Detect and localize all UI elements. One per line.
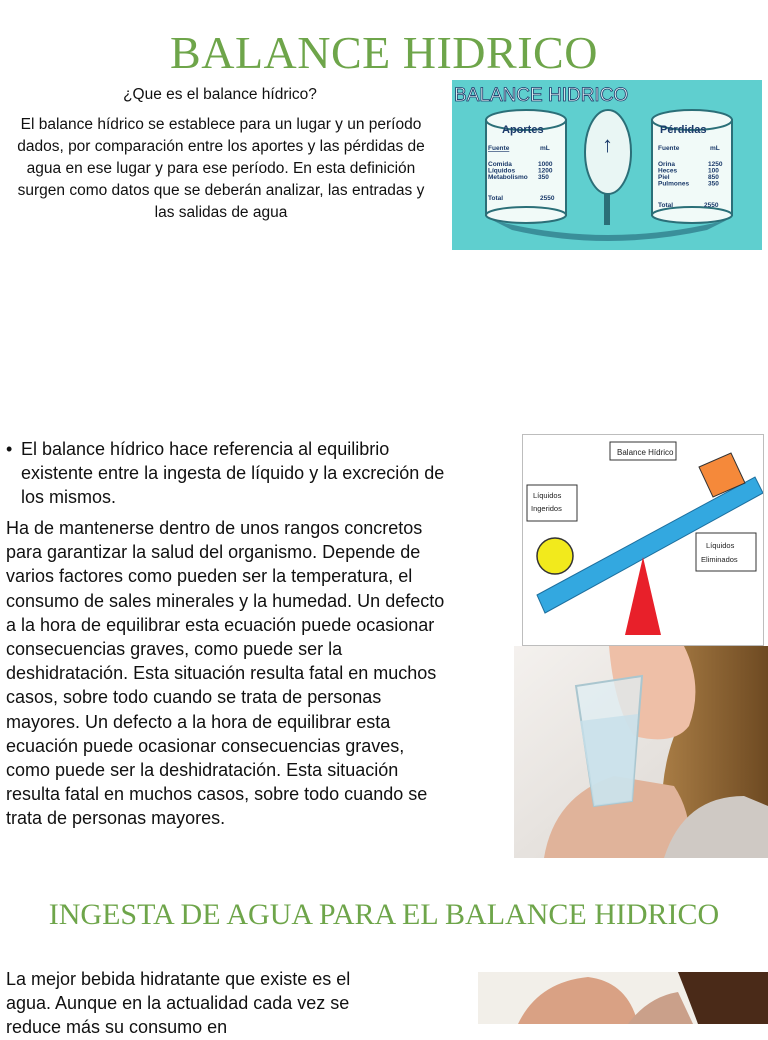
perdidas-row-source: Orina	[658, 161, 675, 168]
seesaw-ball	[537, 538, 573, 574]
perdidas-row-value: 1250	[708, 161, 723, 168]
aportes-total: 2550	[540, 195, 555, 202]
perdidas-row-source: Piel	[658, 174, 670, 181]
figure-title: BALANCE HIDRICO	[454, 85, 629, 106]
bullet-text: El balance hídrico hace referencia al equilibrio existente entre la ingesta de líquido y la excreción de los mismos.	[21, 439, 445, 508]
seesaw-title: Balance Hídrico	[617, 448, 674, 457]
aportes-row-value: 350	[538, 174, 549, 181]
aportes-row-value: 1000	[538, 161, 553, 168]
aportes-col2: mL	[540, 145, 550, 152]
perdidas-row-value: 350	[708, 180, 719, 188]
aportes-row-source: Metabolismo	[488, 174, 528, 181]
bullet-item	[6, 437, 446, 510]
perdidas-row-source: Heces	[658, 167, 678, 175]
perdidas-total: 2550	[704, 202, 719, 209]
balance-scale-illustration	[452, 80, 762, 250]
aportes-col1: Fuente	[488, 145, 510, 152]
body-paragraph: Ha de mantenerse dentro de unos rangos concretos para garantizar la salud del organismo. Depende de varios factores como pueden ser la temperatura, el consumo de sales minerales y la humedad. Un defecto a la hora de equilibrar esta ecuación puede ocasionar consecuencias graves, como puede ser la deshidratación. Esta situación resulta fatal en muchos casos, sobre todo cuando se trata de personas mayores. Un defecto a la hora de equilibrar esta ecuación puede ocasionar consecuencias graves, como puede ser la deshidratación. Esta situación resulta fatal en muchos casos, sobre todo cuando se trata de personas mayores.	[6, 518, 445, 829]
drinking-photo-2	[478, 972, 768, 1024]
balance-scale-figure	[452, 80, 762, 250]
aportes-row-source: Líquidos	[488, 167, 516, 175]
perdidas-header: Pérdidas	[660, 124, 707, 136]
aportes-row-value: 1200	[538, 167, 553, 175]
section-text: La mejor bebida hidratante que existe es el agua. Aunque en la actualidad cada vez se reduce más su consumo en	[6, 969, 351, 1038]
ingeridos-label-1: Líquidos	[533, 491, 562, 500]
perdidas-row-value: 850	[708, 174, 719, 181]
eliminados-label-1: Líquidos	[706, 541, 735, 550]
dial-arrow-icon: ↑	[602, 132, 613, 157]
aportes-row-source: Comida	[488, 161, 512, 168]
perdidas-total-label: Total	[658, 202, 674, 209]
page-title: BALANCE HIDRICO	[170, 27, 598, 78]
aportes-header: Aportes	[502, 124, 544, 136]
intro-question: ¿Que es el balance hídrico?	[123, 86, 317, 103]
perdidas-col1: Fuente	[658, 145, 680, 152]
aportes-total-label: Total	[488, 195, 504, 202]
seesaw-illustration	[523, 435, 763, 645]
eliminados-label-box	[696, 533, 756, 571]
seesaw-figure	[522, 434, 764, 646]
section-title: INGESTA DE AGUA PARA EL BALANCE HIDRICO	[48, 898, 720, 931]
perdidas-row-value: 100	[708, 167, 719, 175]
perdidas-col2: mL	[710, 145, 720, 152]
bullet-dot-icon: •	[6, 439, 13, 459]
eliminados-label-2: Eliminados	[701, 555, 738, 564]
perdidas-row-source: Pulmones	[658, 180, 690, 188]
ingeridos-label-2: Ingeridos	[531, 504, 562, 513]
drinking-water-photo	[514, 646, 768, 858]
intro-definition: El balance hídrico se establece para un lugar y un período dados, por comparación entre los aportes y las pérdidas de agua en ese lugar y para ese período. En esta definición surgen como datos que se deberán analizar, las entradas y las salidas de agua	[17, 116, 425, 221]
